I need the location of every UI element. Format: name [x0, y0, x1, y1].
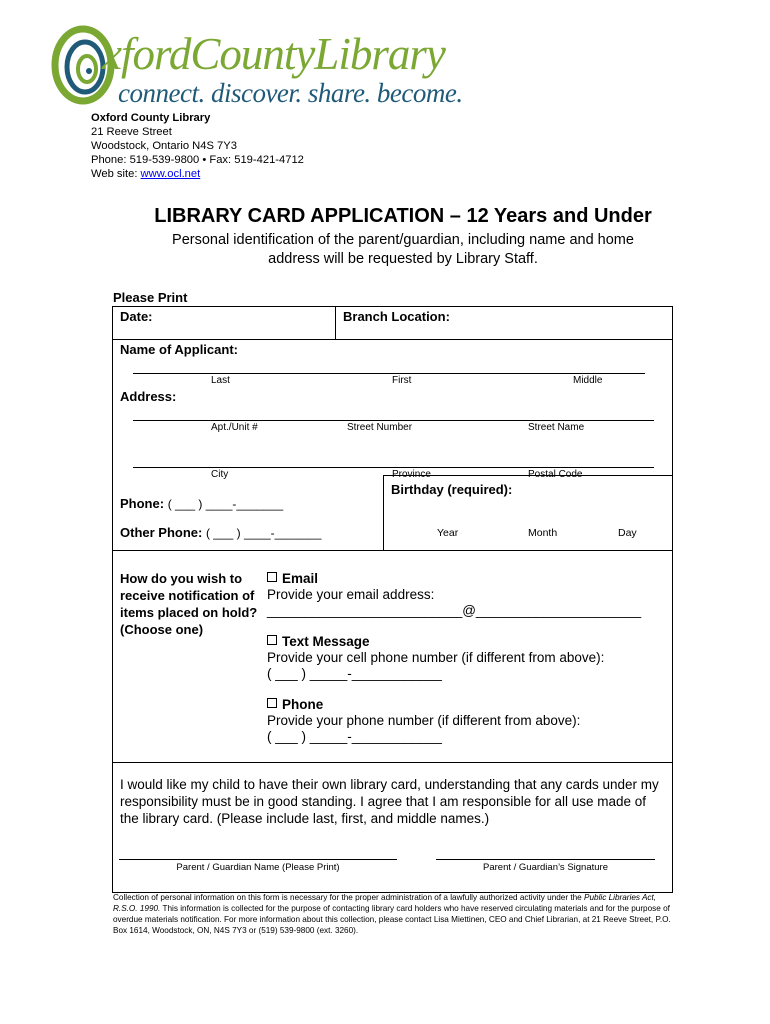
middle-name-caption: Middle [573, 375, 603, 386]
text-message-prompt: Provide your cell phone number (if different from above): [267, 650, 605, 665]
privacy-notice-part-1: Collection of personal information on this form is necessary for the proper administration of a lawfully authorized activity under the [113, 893, 585, 902]
other-phone-label [120, 525, 321, 540]
birthday-label: Birthday (required): [391, 482, 513, 497]
street-name-caption: Street Name [528, 422, 585, 433]
library-logo [50, 24, 463, 110]
logo-tagline: connect. discover. share. become. [118, 78, 463, 108]
email-prompt: Provide your email address: [267, 587, 435, 602]
other-phone-blank[interactable]: ( ___ ) ____-_______ [205, 526, 322, 540]
page-title: LIBRARY CARD APPLICATION – 12 Years and Under [154, 205, 652, 227]
guardian-name-caption: Parent / Guardian Name (Please Print) [176, 862, 340, 873]
phone-option-blank[interactable]: ( ___ ) _____-____________ [267, 729, 442, 744]
privacy-act-name: Public Libraries Act, R.S.O. 1990. [113, 893, 657, 913]
year-caption[interactable]: Year [437, 527, 459, 539]
library-address [91, 111, 304, 181]
address-line-1[interactable] [133, 420, 654, 421]
library-phone: Phone: 519-539-9800 • Fax: 519-421-4712 [91, 154, 304, 166]
phone-prompt: Provide your phone number (if different from above): [267, 713, 581, 728]
row-divider [113, 339, 672, 340]
address-label: Address: [120, 389, 177, 404]
apt-caption: Apt./Unit # [211, 422, 258, 433]
postal-caption: Postal Code [528, 469, 583, 480]
library-street: 21 Reeve Street [91, 126, 172, 138]
last-name-caption: Last [211, 375, 230, 386]
email-option-label: Email [282, 571, 319, 586]
guardian-name-line[interactable] [119, 859, 397, 860]
text-message-option[interactable] [267, 634, 604, 682]
branch-label[interactable]: Branch Location: [343, 309, 450, 324]
notification-question: How do you wish to receive notification of items placed on hold? (Choose one) [120, 571, 258, 637]
guardian-signature-line[interactable] [436, 859, 655, 860]
subtitle-line-1: Personal identification of the parent/guardian, including name and home [172, 232, 634, 248]
applicant-label: Name of Applicant: [120, 342, 238, 357]
city-caption: City [211, 469, 229, 480]
web-label: Web site: [91, 168, 141, 180]
applicant-line[interactable] [133, 373, 645, 374]
text-message-checkbox[interactable] [267, 635, 277, 645]
page-subtitle [0, 231, 770, 269]
library-city: Woodstock, Ontario N4S 7Y3 [91, 140, 237, 152]
birthday-divider [383, 475, 384, 550]
subtitle-line-2: address will be requested by Library Staff. [268, 251, 538, 267]
email-blank[interactable]: __________________________@______________________ [267, 603, 642, 618]
day-caption[interactable]: Day [618, 527, 637, 539]
text-message-blank[interactable]: ( ___ ) _____-____________ [267, 666, 442, 681]
guardian-signature-caption: Parent / Guardian’s Signature [483, 862, 608, 873]
web-link[interactable]: www.ocl.net [140, 168, 201, 180]
email-checkbox[interactable] [267, 572, 277, 582]
month-caption[interactable]: Month [528, 527, 558, 539]
text-message-option-label: Text Message [282, 634, 370, 649]
phone-label [120, 496, 283, 511]
phone-option[interactable] [267, 697, 580, 745]
email-option[interactable] [267, 571, 641, 619]
row-divider [113, 762, 672, 763]
street-number-caption: Street Number [347, 422, 413, 433]
date-label: Date: [120, 309, 153, 324]
agreement-text: I would like my child to have their own library card, understanding that any cards under my responsibility must be in good standing. I agree that I am responsible for all use made of the library card. (Please include last, first, and middle names.) [120, 777, 659, 826]
row-divider [113, 550, 672, 551]
please-print-label: Please Print [113, 290, 188, 305]
phone-option-label: Phone [282, 697, 324, 712]
phone-blank[interactable]: ( ___ ) ____-_______ [167, 497, 284, 511]
privacy-notice [113, 892, 673, 936]
column-divider [335, 307, 336, 339]
address-line-2[interactable] [133, 467, 654, 468]
province-caption: Province [392, 469, 431, 480]
phone-checkbox[interactable] [267, 698, 277, 708]
privacy-notice-part-2: This information is collected for the purpose of contacting library card holders who have reserved circulating materials and for the purpose of overdue materials notification. For more information about this collection, please contact Lisa Miettinen, CEO and Chief Librarian, at 21 Reeve Street, P.O. Box 1614, Woodstock, ON, N4S 7Y3 or (519) 539-9800 (ext. 3260). [113, 904, 671, 935]
library-web [91, 167, 304, 181]
library-name: Oxford County Library [91, 112, 211, 124]
first-name-caption: First [392, 375, 412, 386]
other-phone-label-text: Other Phone: [120, 525, 203, 540]
phone-label-text: Phone: [120, 496, 165, 511]
logo-wordmark: xfordCountyLibrary [102, 29, 445, 79]
